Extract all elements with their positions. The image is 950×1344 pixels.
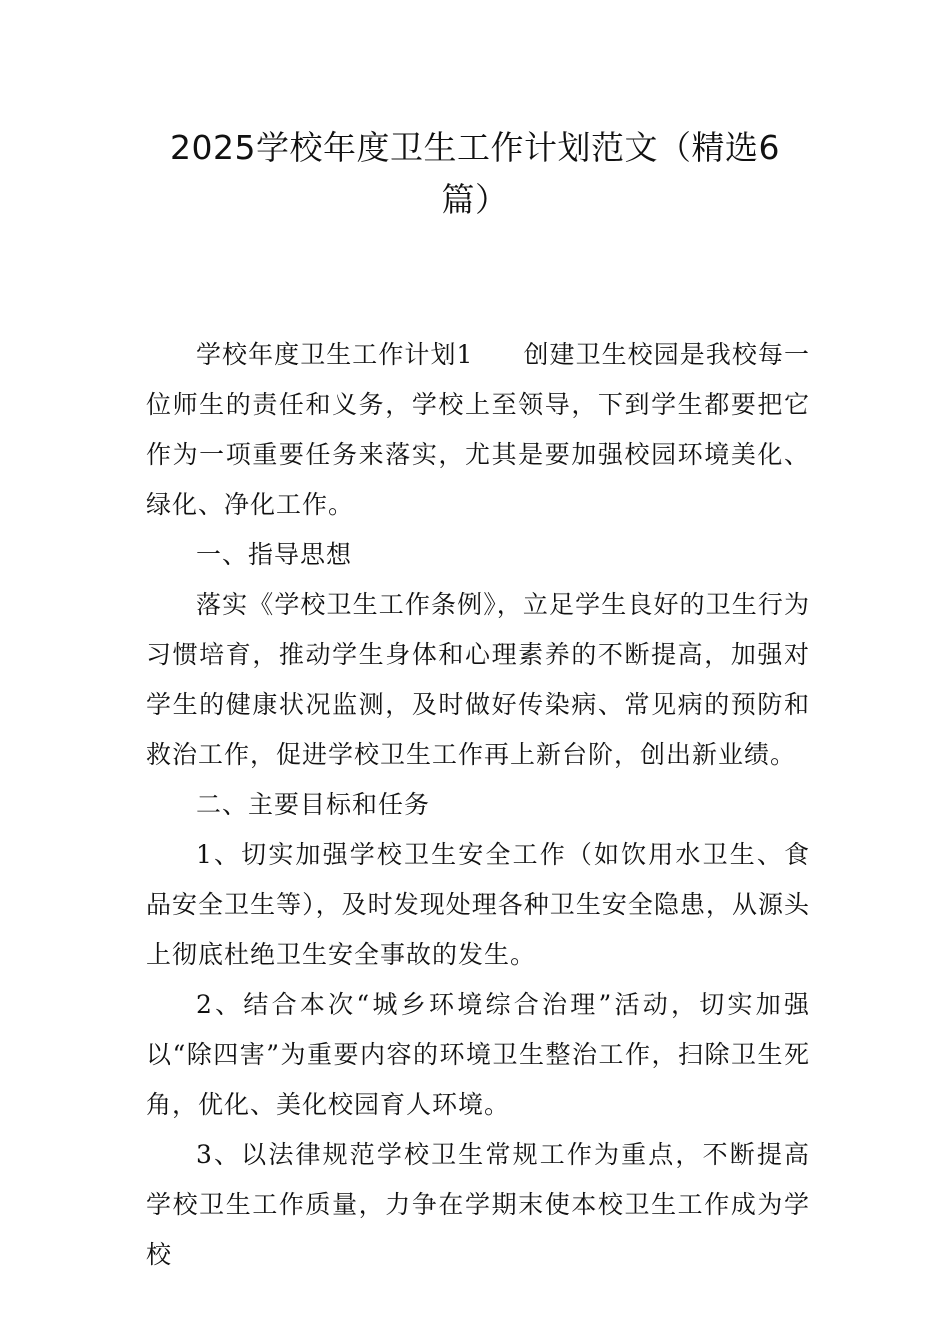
intro-paragraph [146,330,810,530]
item-2-paragraph: 2、结合本次“城乡环境综合治理”活动，切实加强以“除四害”为重要内容的环境卫生整治工作，扫除卫生死角，优化、美化校园育人环境。 [146,990,810,1119]
item-1-paragraph: 1、切实加强学校卫生安全工作（如饮用水卫生、食品安全卫生等），及时发现处理各种卫生安全隐患，从源头上彻底杜绝卫生安全事故的发生。 [146,840,810,969]
intro-label: 学校年度卫生工作计划1 [196,340,474,369]
title-line-2: 篇） [441,180,509,219]
section2-heading: 二、主要目标和任务 [196,790,431,819]
title-line-1: 2025学校年度卫生工作计划范文（精选6 [170,128,780,167]
item-3-paragraph: 3、以法律规范学校卫生常规工作为重点，不断提高学校卫生工作质量，力争在学期末使本校卫生工作成为学校 [146,1140,810,1269]
section1-paragraph: 落实《学校卫生工作条例》，立足学生良好的卫生行为习惯培育，推动学生身体和心理素养的不断提高，加强对学生的健康状况监测，及时做好传染病、常见病的预防和救治工作，促进学校卫生工作再上新台阶，创出新业绩。 [146,590,810,769]
document-body [146,330,810,1280]
document-title [130,122,820,226]
intro-text: 创建卫生校园是我校每一位师生的责任和义务，学校上至领导，下到学生都要把它作为一项重要任务来落实，尤其是要加强校园环境美化、绿化、净化工作。 [146,340,810,519]
section1-heading: 一、指导思想 [196,540,353,569]
